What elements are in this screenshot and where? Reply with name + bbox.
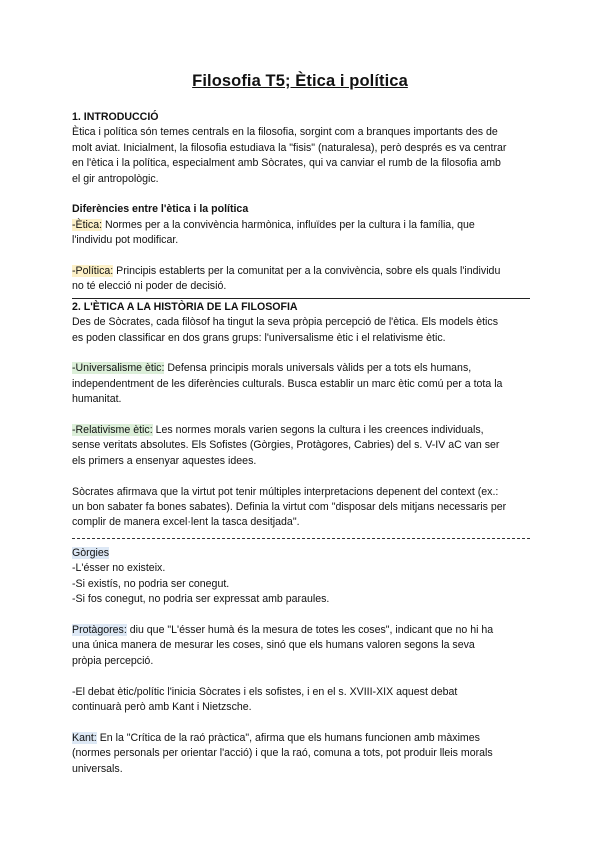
universalisme-line-3: humanitat. <box>72 393 122 406</box>
intro-line-3: en l'ètica i la política, especialment amb Sòcrates, qui va canviar el rumb de la filosofia amb <box>72 157 501 170</box>
politica-definition <box>72 264 530 279</box>
section-1-heading: 1. INTRODUCCIÓ <box>72 111 159 123</box>
spacer <box>72 408 530 423</box>
gorgies-label: Gòrgies <box>72 546 110 559</box>
universalisme-line-2: independentment de les diferències culturals. Busca establir un marc ètic comú per a tota la <box>72 377 503 390</box>
spacer <box>72 346 530 361</box>
protagores-line-1: diu que "L'ésser humà és la mesura de totes les coses", indicant que no hi ha <box>126 623 494 636</box>
socrates-line-1: Sòcrates afirmava que la virtut pot tenir múltiples interpretacions depenent del context (ex.: <box>72 485 499 498</box>
spacer <box>72 469 530 484</box>
section-2-heading: 2. L'ÈTICA A LA HISTÒRIA DE LA FILOSOFIA <box>72 300 298 313</box>
socrates-line-3: complir de manera excel·lent la tasca desitjada". <box>72 516 300 529</box>
relativisme-label: -Relativisme ètic: <box>72 424 153 437</box>
universalisme-label: -Universalisme ètic: <box>72 362 165 375</box>
intro-line-4: el gir antropològic. <box>72 172 159 185</box>
debat-line-1: -El debat ètic/polític l'inicia Sòcrates i els sofistes, i en el s. XVIII-XIX aquest debat <box>72 685 458 698</box>
relativisme-line-2: sense veritats absolutes. Els Sofistes (Gòrgies, Protàgores, Cabries) del s. V-IV aC van ser <box>72 439 500 452</box>
protagores-line-3: pròpia percepció. <box>72 654 154 667</box>
spacer <box>72 608 530 623</box>
politica-line-1: Principis establerts per la comunitat per a la convivència, sobre els quals l'individu <box>113 265 501 278</box>
intro-line-1: Ètica i política són temes centrals en la filosofia, sorgint com a branques importants des de <box>72 126 498 139</box>
universalisme-definition <box>72 361 530 376</box>
politica-line-2: no té elecció ni poder de decisió. <box>72 280 227 293</box>
gorgies-line-1: -L'ésser no existeix. <box>72 562 166 575</box>
gorgies-heading <box>72 546 530 561</box>
etica-definition <box>72 218 530 233</box>
history-intro-line-1: Des de Sòcrates, cada filòsof ha tingut la seva pròpia percepció de l'ètica. Els models ètics <box>72 316 499 329</box>
protagores-definition <box>72 623 530 638</box>
relativisme-line-3: els primers a ensenyar aquestes idees. <box>72 454 257 467</box>
kant-line-3: universals. <box>72 762 123 775</box>
kant-line-1: En la "Crítica de la raó pràctica", afirma que els humans funcionen amb màximes <box>96 731 480 744</box>
kant-line-2: (normes personals per orientar l'acció) i que la raó, comuna a tots, pot produir lleis morals <box>72 747 493 760</box>
spacer <box>72 187 530 202</box>
kant-definition <box>72 731 530 746</box>
relativisme-definition <box>72 423 530 438</box>
dashed-divider <box>72 538 530 539</box>
universalisme-line-1: Defensa principis morals universals vàlids per a tots els humans, <box>164 362 472 375</box>
spacer <box>72 715 530 730</box>
etica-label: -Ètica: <box>72 218 103 231</box>
socrates-line-2: un bon sabater fa bones sabates). Definia la virtut com "disposar dels mitjans necessaris per <box>72 501 507 514</box>
spacer <box>72 669 530 684</box>
page-title: Filosofia T5; Ètica i política <box>192 72 408 90</box>
politica-label: -Política: <box>72 265 114 278</box>
protagores-label: Protàgores: <box>72 623 127 636</box>
debat-line-2: continuarà però amb Kant i Nietzsche. <box>72 700 252 713</box>
document-body <box>72 110 530 777</box>
etica-line-2: l'individu pot modificar. <box>72 234 179 247</box>
etica-line-1: Normes per a la convivència harmònica, influïdes per la cultura i la família, que <box>102 218 475 231</box>
spacer <box>72 249 530 264</box>
relativisme-line-1: Les normes morals varien segons la cultura i les creences individuals, <box>152 424 484 437</box>
gorgies-line-2: -Si existís, no podria ser conegut. <box>72 577 230 590</box>
section-divider <box>72 298 530 299</box>
protagores-line-2: una única manera de mesurar les coses, sinó que els humans valoren segons la seva <box>72 639 475 652</box>
history-intro-line-2: es poden classificar en dos grans grups: l'universalisme ètic i el relativisme ètic. <box>72 331 446 344</box>
intro-line-2: molt aviat. Inicialment, la filosofia estudiava la "fisis" (naturalesa), però després es va centrar <box>72 141 507 154</box>
differences-subheading: Diferències entre l'ètica i la política <box>72 203 249 216</box>
gorgies-line-3: -Si fos conegut, no podria ser expressat amb paraules. <box>72 593 330 606</box>
kant-label: Kant: <box>72 731 97 744</box>
